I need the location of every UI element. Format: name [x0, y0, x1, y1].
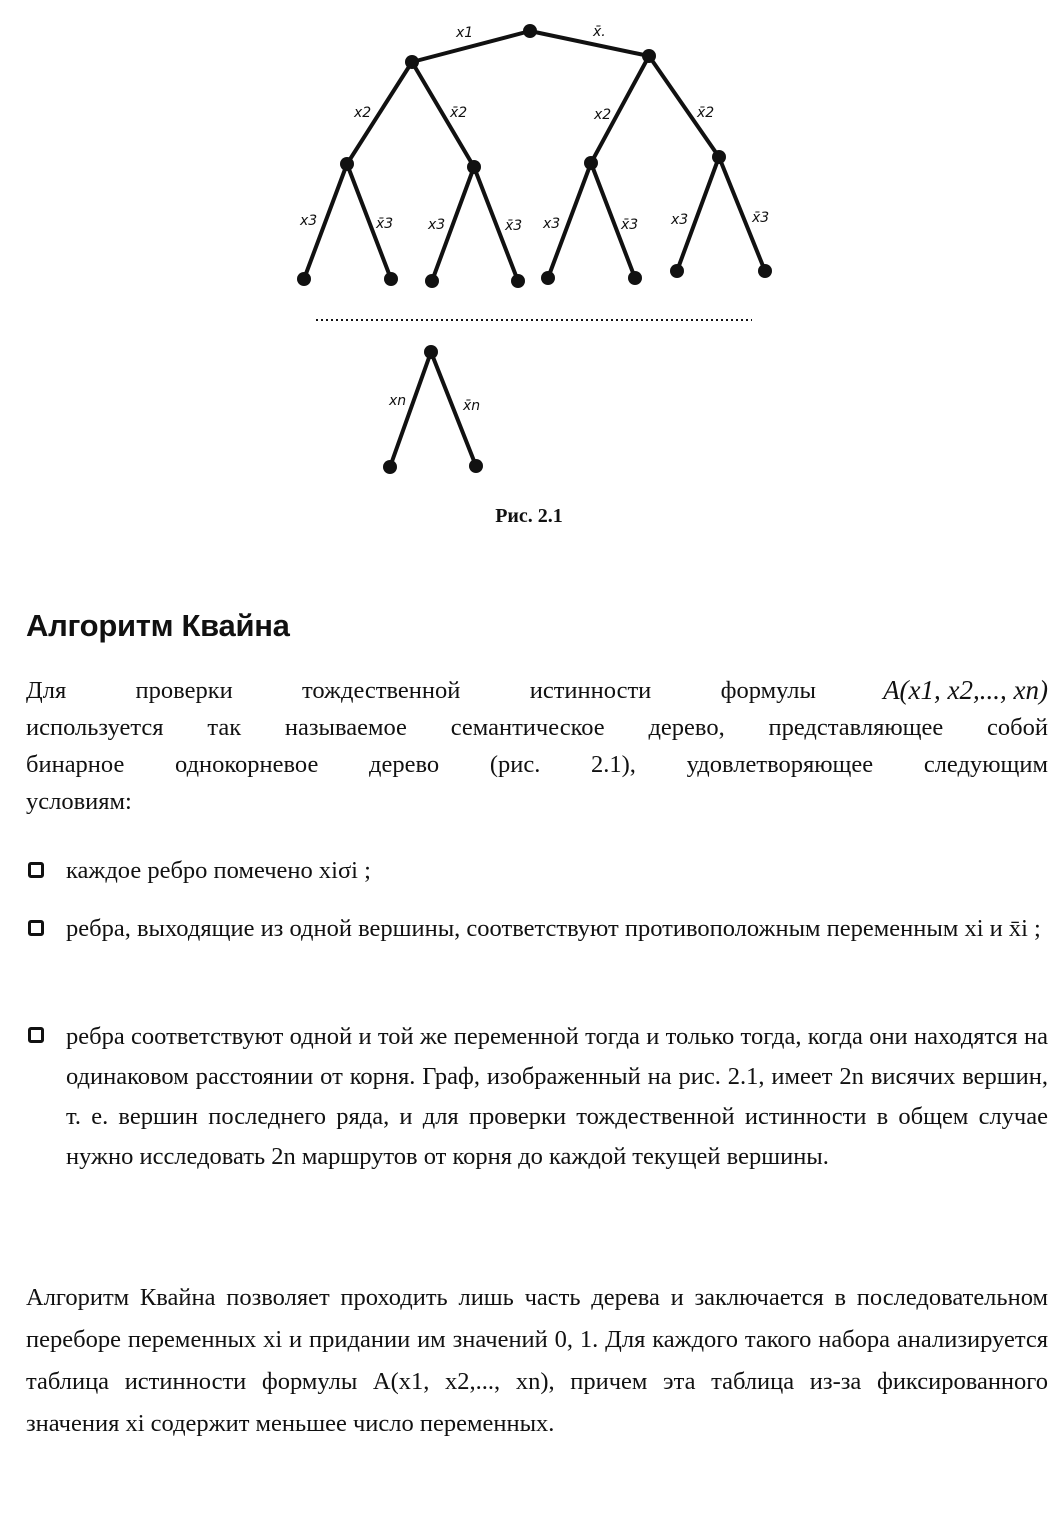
checkbox-bullet-icon [28, 862, 44, 878]
tree-node [424, 345, 438, 359]
tree-node [511, 274, 525, 288]
tree-node [628, 271, 642, 285]
tree-node [467, 160, 481, 174]
edge-label: x̄3 [376, 216, 394, 232]
edge-label: x2 [354, 105, 372, 121]
tree-edge [390, 352, 431, 467]
edge-label: x̄2 [697, 105, 715, 121]
tree-node [758, 264, 772, 278]
tree-node [384, 272, 398, 286]
edge-label: x3 [300, 213, 318, 229]
list-item-text: ребра соответствуют одной и той же переменной тогда и только тогда, когда они находятся на одинаковом расстоянии от корня. Граф, изображенный на рис. 2.1, имеет 2n висячих вершин, т. е. вершин последнего ряда, и для проверки тождественной истинности в общем случае нужно исследовать 2n маршрутов от корня до каждой текущей вершины. [66, 1023, 1048, 1170]
edge-label: xn [389, 393, 407, 409]
intro-line: бинарное однокорневое дерево (рис. 2.1), удовлетворяющее следующим [26, 751, 1048, 778]
tree-edge [530, 31, 649, 56]
tree-node [670, 264, 684, 278]
tree-node [584, 156, 598, 170]
tree-node [712, 150, 726, 164]
tree-node [297, 272, 311, 286]
tree-node [642, 49, 656, 63]
tree-node [425, 274, 439, 288]
list-item-text: каждое ребро помечено xiσi ; [66, 857, 371, 884]
tree-node [383, 460, 397, 474]
edge-label: x3 [671, 212, 689, 228]
intro-line: условиям: [26, 788, 132, 815]
edge-label: x̄3 [752, 210, 770, 226]
tree-node [340, 157, 354, 171]
intro-line: используется так называемое семантическое дерево, представляющее собой [26, 714, 1048, 741]
tree-node [469, 459, 483, 473]
final-paragraph: Алгоритм Квайна позволяет проходить лишь часть дерева и заключается в последовательном переборе переменных xi и придании им значений 0, 1. Для каждого такого набора анализируется таблица истинности формулы A(x1, x2,..., xn), причем эта таблица из-за фиксированного значения xi содержит меньшее число переменных. [26, 1284, 1048, 1437]
section-title: Алгоритм Квайна [26, 608, 290, 643]
edge-label: x3 [428, 217, 446, 233]
list-item-text: ребра, выходящие из одной вершины, соответствуют противоположным переменным xi и x̄i ; [66, 915, 1041, 942]
edge-label: x̄2 [450, 105, 468, 121]
figure-caption: Рис. 2.1 [495, 505, 563, 527]
checkbox-bullet-icon [28, 1027, 44, 1043]
edge-label: x2 [594, 107, 612, 123]
intro-line: Для проверки тождественной истинности формулы [26, 677, 816, 704]
tree-node [523, 24, 537, 38]
edge-label: x̄n [463, 398, 481, 414]
edge-label: x̄3 [621, 217, 639, 233]
intro-formula: A(x1, x2,..., xn) [883, 675, 1048, 705]
edge-label: x̄. [593, 24, 606, 40]
edge-label: x̄3 [505, 218, 523, 234]
tree-node [541, 271, 555, 285]
intro-paragraph [26, 672, 1048, 820]
tree-node [405, 55, 419, 69]
edge-label: x3 [543, 216, 561, 232]
checkbox-bullet-icon [28, 920, 44, 936]
edge-label: x1 [456, 25, 474, 41]
